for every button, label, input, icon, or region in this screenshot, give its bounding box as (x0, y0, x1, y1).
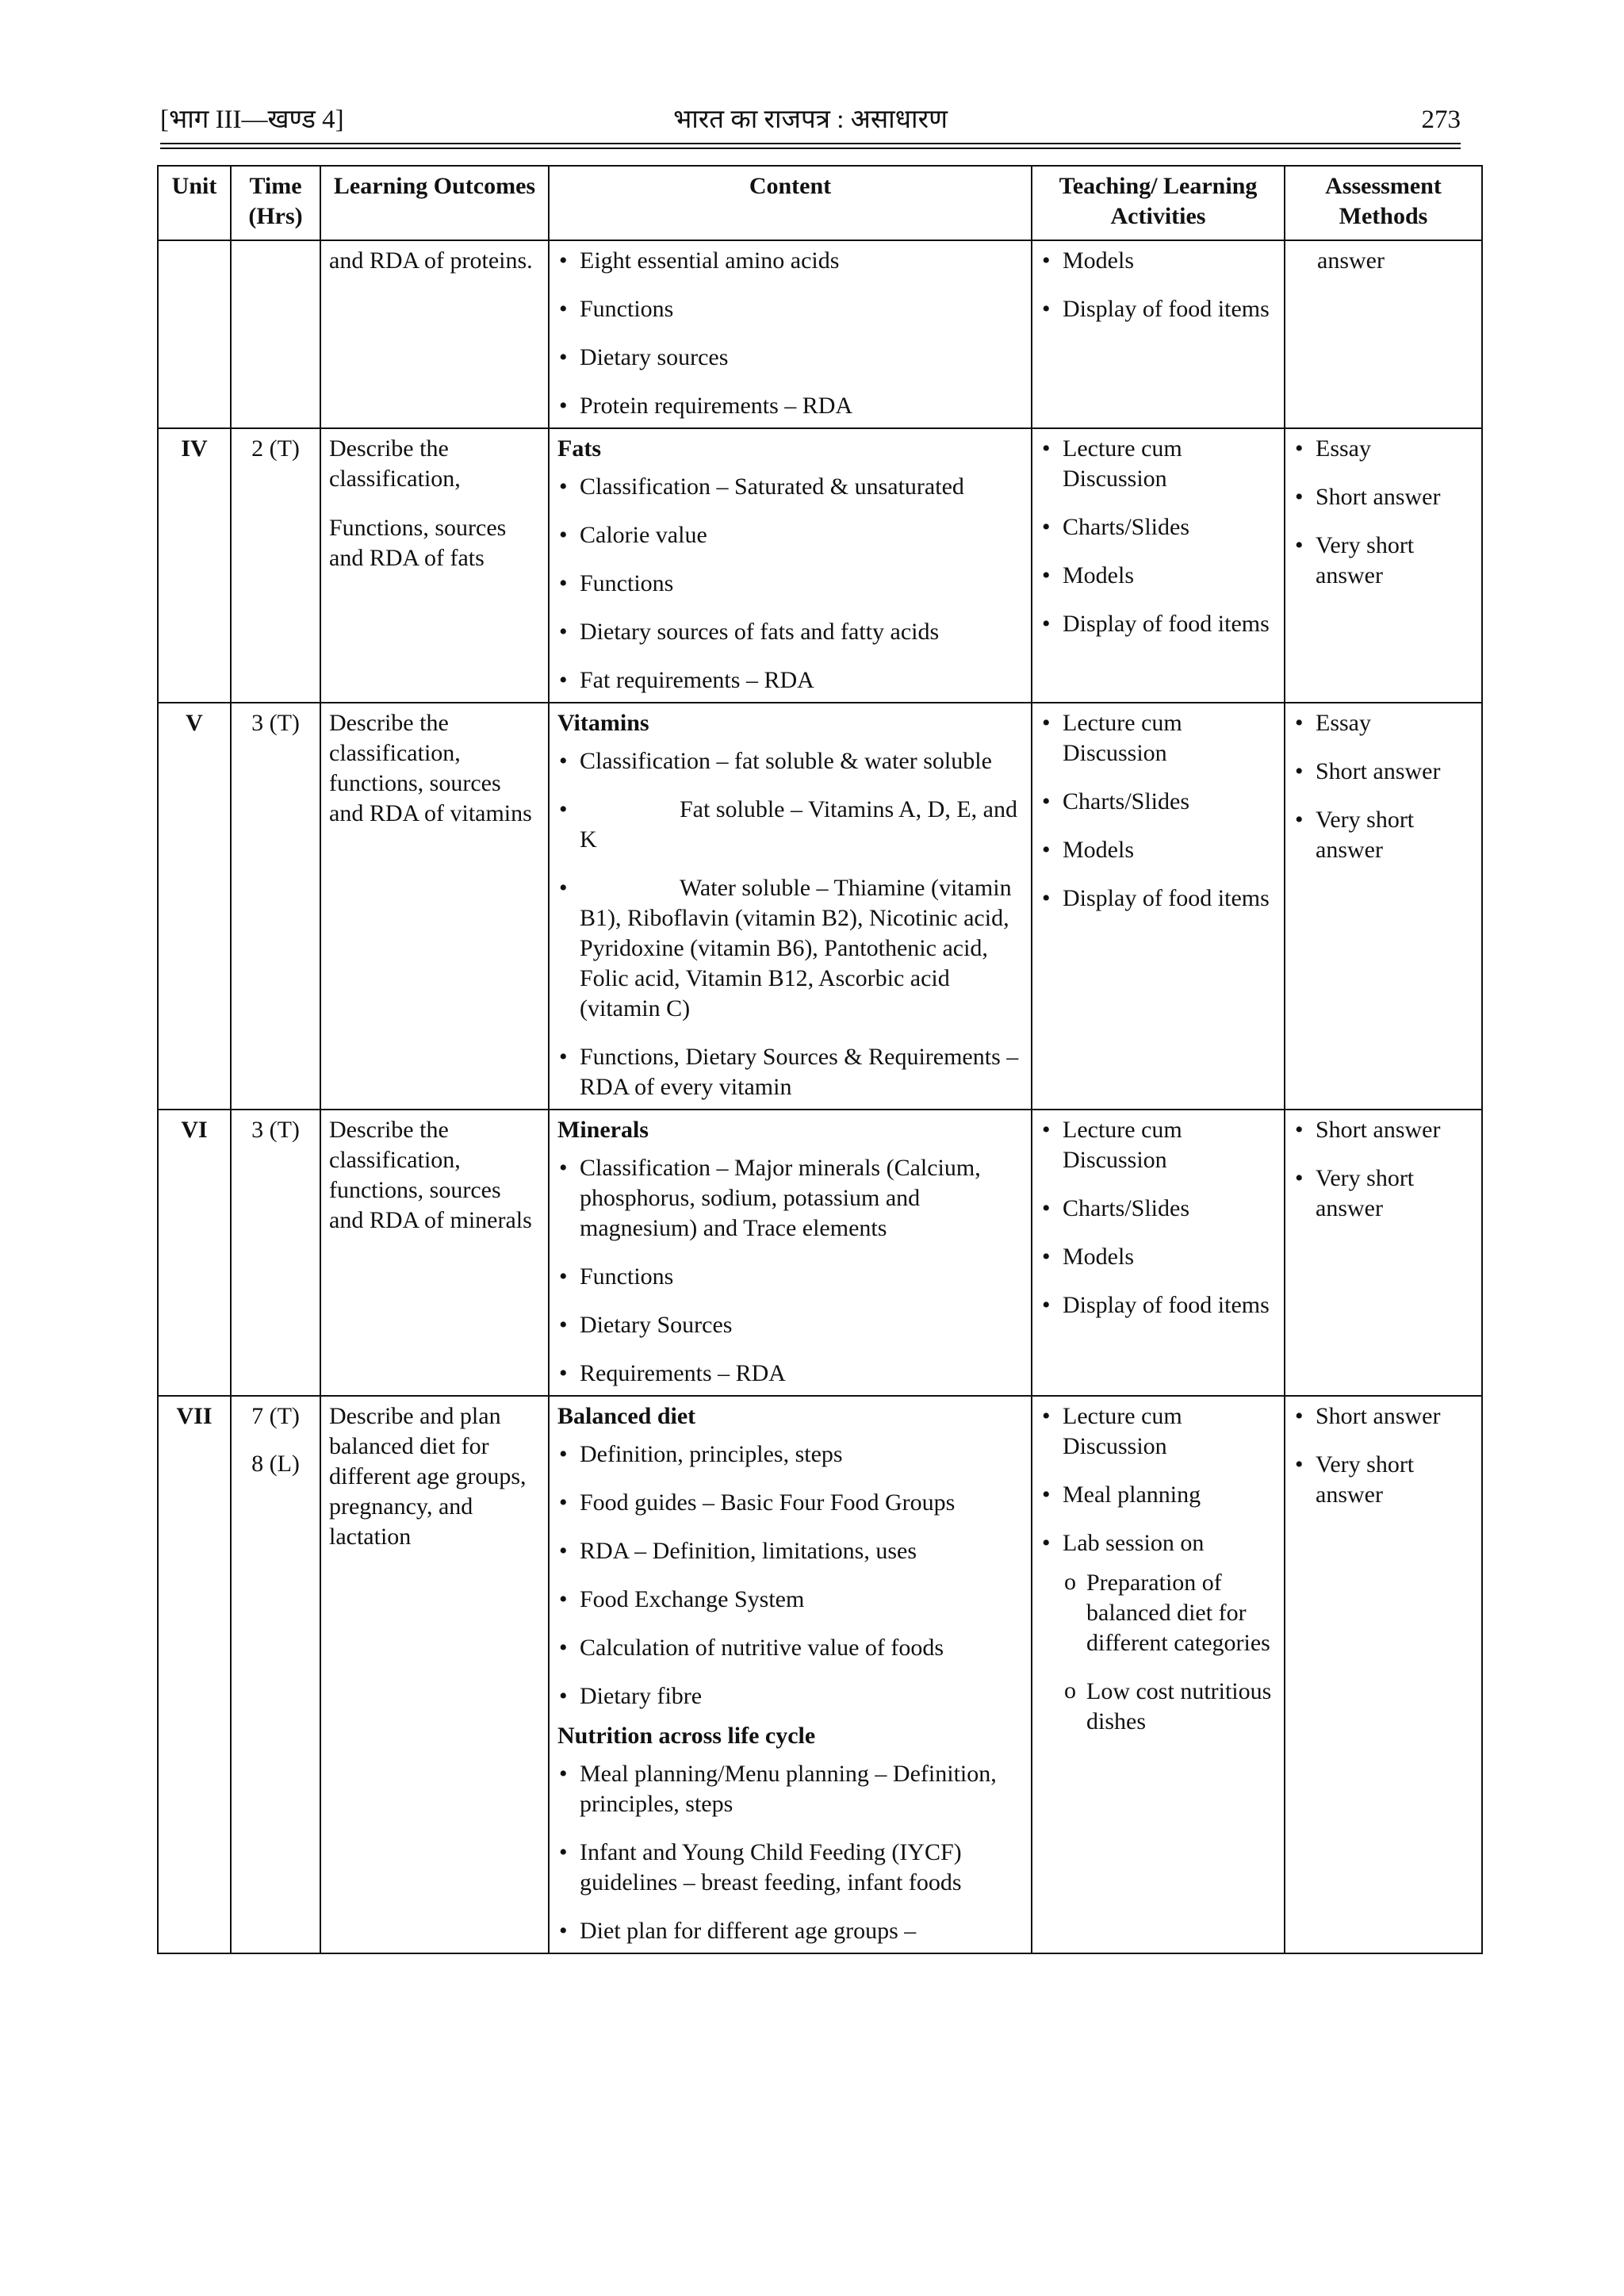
content-cell (549, 1110, 1032, 1396)
learning-outcomes-cell (320, 240, 549, 428)
page-header (160, 102, 1461, 141)
content-item: • Fat requirements – RDA (557, 665, 1023, 696)
content-item: • Classification – fat soluble & water soluble (557, 746, 1023, 776)
table-row (158, 1396, 1482, 1953)
unit-cell: IV (158, 428, 231, 703)
column-header-assessment-methods: Assessment Methods (1285, 166, 1482, 240)
assessment-item: • Essay (1293, 434, 1473, 464)
time-value: 3 (T) (251, 1117, 300, 1143)
column-header-content: Content (549, 166, 1032, 240)
content-cell (549, 703, 1032, 1110)
content-heading: Nutrition across life cycle (557, 1723, 816, 1749)
activity-item: • Display of food items (1040, 609, 1276, 639)
learning-outcomes-cell (320, 703, 549, 1110)
unit-cell (158, 240, 231, 428)
content-item: • Calculation of nutritive value of foods (557, 1633, 1023, 1663)
content-item (557, 873, 1023, 1024)
time-value: 2 (T) (251, 435, 300, 462)
table-row (158, 428, 1482, 703)
outcome-text: Describe the classification, functions, sources and RDA of vitamins (329, 710, 532, 826)
content-item: • Dietary fibre (557, 1681, 1023, 1711)
assessment-cell (1285, 703, 1482, 1110)
column-header-teaching-activities: Teaching/ Learning Activities (1032, 166, 1285, 240)
activities-cell (1032, 1110, 1285, 1396)
activities-cell (1032, 240, 1285, 428)
assessment-item: • Very short answer (1293, 1450, 1473, 1510)
content-item: • Food Exchange System (557, 1585, 1023, 1615)
time-cell (231, 1110, 320, 1396)
assessment-item: • Short answer (1293, 482, 1473, 512)
column-header-time: Time (Hrs) (231, 166, 320, 240)
content-item: • Protein requirements – RDA (557, 391, 1023, 421)
content-heading: Balanced diet (557, 1403, 696, 1429)
activity-item: • Lecture cum Discussion (1040, 434, 1276, 494)
content-item-text: Fat soluble – Vitamins A, D, E, and K (580, 796, 1017, 853)
header-gazette-title: भारत का राजपत्र : असाधारण (673, 105, 948, 134)
content-heading: Minerals (557, 1117, 649, 1143)
content-item: • Eight essential amino acids (557, 246, 1023, 276)
assessment-item: • Short answer (1293, 757, 1473, 787)
assessment-item: • Very short answer (1293, 531, 1473, 591)
content-item: • Dietary Sources (557, 1310, 1023, 1340)
activity-subitem: o Low cost nutritious dishes (1063, 1677, 1276, 1737)
content-item: • Functions (557, 1262, 1023, 1292)
content-item: • Requirements – RDA (557, 1359, 1023, 1389)
table-row (158, 240, 1482, 428)
assessment-cell (1285, 428, 1482, 703)
activity-item: • Lecture cum Discussion (1040, 708, 1276, 769)
assessment-item: • Essay (1293, 708, 1473, 738)
content-item: • Food guides – Basic Four Food Groups (557, 1488, 1023, 1518)
activity-item: • Display of food items (1040, 1290, 1276, 1320)
syllabus-table (157, 165, 1483, 1954)
assessment-text: answer (1317, 247, 1385, 274)
outcome-text: Describe and plan balanced diet for different age groups, pregnancy, and lactation (329, 1403, 527, 1550)
activity-item: • Display of food items (1040, 884, 1276, 914)
activity-item: • Charts/Slides (1040, 787, 1276, 817)
content-item (557, 795, 1023, 855)
content-item: • Meal planning/Menu planning – Definition, principles, steps (557, 1759, 1023, 1819)
outcome-text: Describe the classification, (329, 435, 461, 492)
time-value: 3 (T) (251, 710, 300, 736)
page-number: 273 (1421, 105, 1461, 134)
content-item: • Calorie value (557, 520, 1023, 550)
time-value: 7 (T) (251, 1403, 300, 1429)
content-item: • Definition, principles, steps (557, 1439, 1023, 1470)
header-rule-top (160, 143, 1461, 144)
outcome-text: Describe the classification, functions, sources and RDA of minerals (329, 1117, 532, 1233)
header-part-section: [भाग III—खण्ड 4] (160, 105, 344, 134)
header-rule-bottom (160, 148, 1461, 149)
content-cell (549, 1396, 1032, 1953)
learning-outcomes-cell (320, 428, 549, 703)
activity-item: • Meal planning (1040, 1480, 1276, 1510)
activity-item: • Models (1040, 1242, 1276, 1272)
activity-subitem: o Preparation of balanced diet for different categories (1063, 1568, 1276, 1658)
activity-item: • Charts/Slides (1040, 1194, 1276, 1224)
content-heading: Vitamins (557, 710, 649, 736)
activity-item: • Lab session on (1040, 1528, 1276, 1558)
content-cell (549, 240, 1032, 428)
activity-item: • Models (1040, 835, 1276, 865)
content-item-text: Water soluble – Thiamine (vitamin B1), Riboflavin (vitamin B2), Nicotinic acid, Pyridoxine (vitamin B6), Pantothenic acid, Folic acid, Vitamin B12, Ascorbic acid (vitamin C) (580, 875, 1012, 1022)
time-cell (231, 703, 320, 1110)
table-header-row (158, 166, 1482, 240)
learning-outcomes-cell (320, 1110, 549, 1396)
assessment-item: • Very short answer (1293, 805, 1473, 865)
content-heading: Fats (557, 435, 601, 462)
learning-outcomes-cell (320, 1396, 549, 1953)
outcome-text: and RDA of proteins. (329, 247, 533, 274)
content-item: • Infant and Young Child Feeding (IYCF) guidelines – breast feeding, infant foods (557, 1838, 1023, 1898)
activities-cell (1032, 428, 1285, 703)
content-cell (549, 428, 1032, 703)
assessment-cell (1285, 1396, 1482, 1953)
unit-cell: VI (158, 1110, 231, 1396)
table-row (158, 1110, 1482, 1396)
activity-item: • Lecture cum Discussion (1040, 1115, 1276, 1175)
time-cell (231, 1396, 320, 1953)
assessment-item: • Short answer (1293, 1401, 1473, 1432)
assessment-cell (1285, 240, 1482, 428)
content-item: • Functions (557, 569, 1023, 599)
content-item: • Classification – Saturated & unsaturated (557, 472, 1023, 502)
outcome-text: Functions, sources and RDA of fats (329, 515, 507, 571)
activity-item: • Display of food items (1040, 294, 1276, 324)
content-item: • Functions, Dietary Sources & Requirements – RDA of every vitamin (557, 1042, 1023, 1102)
time-cell (231, 240, 320, 428)
activity-item: • Models (1040, 246, 1276, 276)
assessment-item: • Very short answer (1293, 1163, 1473, 1224)
time-cell (231, 428, 320, 703)
table-row (158, 703, 1482, 1110)
unit-cell: V (158, 703, 231, 1110)
activities-cell (1032, 1396, 1285, 1953)
activities-cell (1032, 703, 1285, 1110)
content-item: • RDA – Definition, limitations, uses (557, 1536, 1023, 1566)
activity-item: • Charts/Slides (1040, 512, 1276, 542)
assessment-cell (1285, 1110, 1482, 1396)
content-item: • Classification – Major minerals (Calcium, phosphorus, sodium, potassium and magnesium) and Trace elements (557, 1153, 1023, 1244)
unit-cell: VII (158, 1396, 231, 1953)
content-item: • Functions (557, 294, 1023, 324)
content-item: • Dietary sources of fats and fatty acids (557, 617, 1023, 647)
time-value: 8 (L) (251, 1451, 300, 1477)
column-header-learning-outcomes: Learning Outcomes (320, 166, 549, 240)
activity-item: • Models (1040, 561, 1276, 591)
assessment-item: • Short answer (1293, 1115, 1473, 1145)
column-header-unit: Unit (158, 166, 231, 240)
content-item: • Dietary sources (557, 343, 1023, 373)
activity-item: • Lecture cum Discussion (1040, 1401, 1276, 1462)
content-item: • Diet plan for different age groups – (557, 1916, 1023, 1946)
